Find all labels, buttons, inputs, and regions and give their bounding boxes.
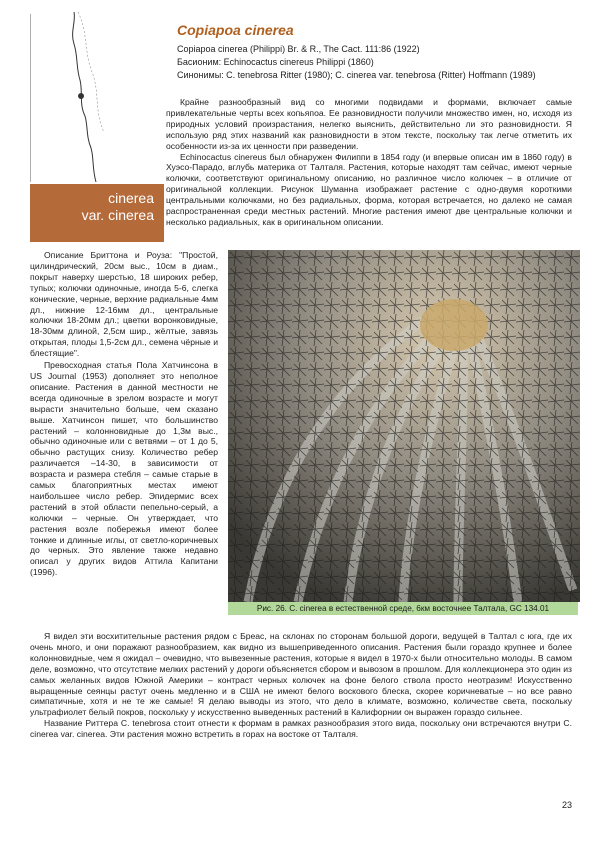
species-title: Copiapoa cinerea (177, 22, 294, 38)
page-number: 23 (561, 800, 572, 810)
intro-paragraph-2: Echinocactus cinereus был обнаружен Филиппи в 1854 году (и впервые описан им в 1860 году) в Хуэсо-Парадо, вглубь материка от Талталя. Растения, которые находят там сейчас, имеют черные колючки, соответствуют оригинальному описанию, но различное число колючек – в отличие от оригинальной коллекции. Рисунок Шуманна изображает растение с одно-двумя короткими центральными колючками, но без радиальных, форма, которая встречается, но далеко не самая распространенная среди местных растений. Многие растения имеют две центральные колючки и несколько радиальных, как в оригинальном описании. (166, 151, 572, 227)
basionym: Басионим: Echinocactus cinereus Philippi (1860) (177, 57, 374, 67)
intro-text (166, 97, 572, 237)
intro-paragraph-1: Крайне разнообразный вид со многими подвидами и формами, включает самые привлекательные черты всех копьяпоа. Ее разновидности получили множество имен, но, исходя из природных условий произрастания, нелегко выяснить, действительно ли это разновидности. Я использую ряд этих названий как разновидности в этом тексте, поскольку так легче отметить их особенности из-за их ценности при разведении. (166, 97, 572, 151)
synonyms: Синонимы: C. tenebrosa Ritter (1980); C. cinerea var. tenebrosa (Ritter) Hoffmann (1989) (177, 70, 536, 80)
variety-label-box (30, 184, 164, 242)
variety-line-1: cinerea (108, 190, 154, 206)
description-paragraph: Описание Бриттона и Роуза: "Простой, цилиндрический, 20см выс., 10см в диам., покрыт наверху шерстью, 18 широких ребер, тупых; колючки одиночные, иногда 5-6, слегка конические, черные, верхние радиальные 4мм дл., нижние 12-16мм дл., центральные колючки 18-20мм дл.; цветки воронковидные, 18-30мм длиной, 2,5см шир., жёлтые, завязь открытая, плоды 1,5-2см дл., семена чёрные и блестящие". (30, 250, 218, 359)
locality-map (30, 12, 172, 182)
variety-line-2: var. cinerea (81, 207, 154, 223)
tenebrosa-paragraph: Название Риттера C. tenebrosa стоит отнести к формам в рамках разнообразия этого вида, поскольку они встречаются внутри C. cinerea var. cinerea. Эти растения можно встретить в горах на востоке от Талталя. (30, 718, 572, 740)
left-column-text (30, 250, 218, 622)
photo-caption: Рис. 26. C. cinerea в естественной среде, 6км восточнее Талтала, GC 134.01 (228, 602, 578, 615)
cactus-photo (228, 250, 580, 602)
observation-paragraph: Я видел эти восхитительные растения рядом с Бреас, на склонах по сторонам большой дороги, ведущей в Талтал с юга, где их очень много, и они поражают разнообразием, как видно из вышеприведенного описания. Растения были гораздо крупнее и более колонновидные, чем я ожидал – очевидно, что вывезенные растения, которые я видел в 1970-х были относительно молоды. В самом деле, возможно, что отсутствие мелких растений у дороги объясняется сбором и вывозом в прошлом. Для коллекционера это один из самых желанных видов Южной Америки – контраст черных колючек на фоне белого ствола просто неотразим! Искусственно выращенные сеянцы растут очень медленно и в США не имеют белого воскового блеска, скорее коричневатые – но все равно симпатичные, хотя и не те же самые! Я делаю выводы из этого, что дело в климате, возможно, количестве света, поскольку ультрафиолет белый покров, поскольку у искусственно выведенных растений в Калифорнии он выражен гораздо сильнее. (30, 631, 572, 718)
hutchinson-paragraph: Превосходная статья Пола Хатчинсона в US Journal (1953) дополняет это неполное описание. Растения в данной местности не всегда одиночные в зрелом возрасте и могут вырасти значительно больше, чем сказано выше. Хатчинсон пишет, что большинство растений – колонновидные до 1,3м выс., обычно одиночные или с ветвями – от 1 до 5, обычно растущих снизу. Количество ребер различается –14-30, в зависимости от возраста и размера стебля – самые старые в самых благоприятных местах имеют наибольшее число ребер. Эпидермис всех растений в этой области пепельно-серый, а колючки – черные. Он утверждает, что растения возле побережья имеют более тонкие и длинные иглы, от светло-коричневых до черных. Это явление также недавно описал у других видов Аттила Капитани (1996). (30, 360, 218, 578)
bottom-text (30, 631, 572, 781)
locality-marker (78, 93, 84, 99)
species-citation: Copiapoa cinerea (Philippi) Br. & R., The Cact. 111:86 (1922) (177, 44, 420, 54)
